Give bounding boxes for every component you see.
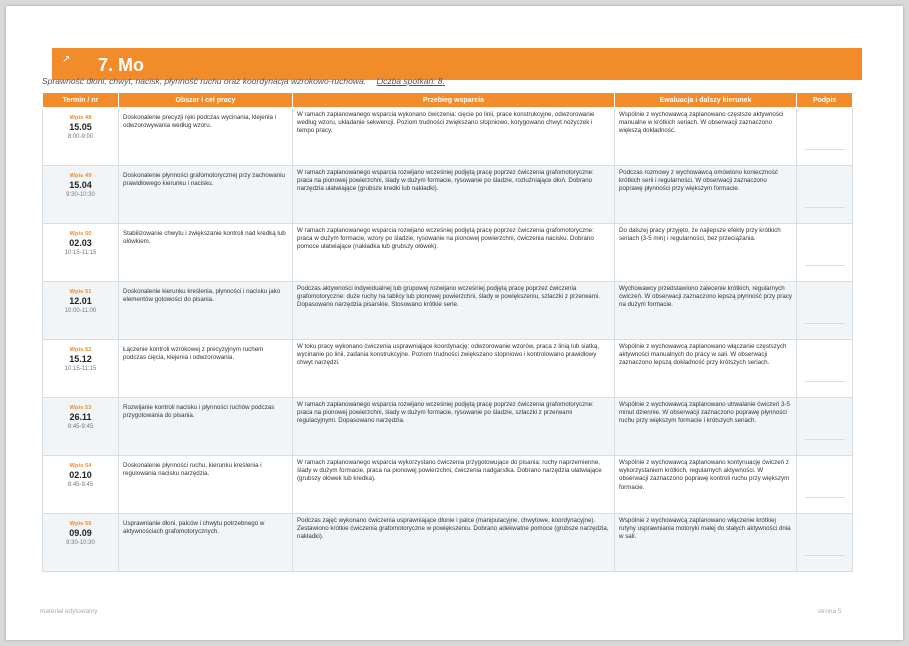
- entry-time: 9:30-10:30: [66, 540, 95, 547]
- entry-date: 09.09: [69, 528, 92, 539]
- page-number: strona 5: [818, 608, 842, 615]
- goal-cell: Doskonalenie płynności ruchu, kierunku kreślenia i regulowania nacisku narzędzia.: [119, 456, 293, 514]
- progress-cell: W ramach zaplanowanego wsparcia rozwijano wcześniej podjętą pracę poprzez ćwiczenia grafomotoryczne: praca na pionowej powierzchni, ślady w dużym formacie, rysowanie po śladzie, szlaczki z przerwami regulacyjnymi. Dopasowano narzędzia.: [293, 398, 615, 456]
- subtitle-text: Sprawność dłoni, chwyt, nacisk, płynność ruchu oraz koordynacja wzrokowo-ruchowa.: [42, 76, 367, 86]
- table-row: [43, 166, 853, 224]
- evaluation-cell: Wspólnie z wychowawcą zaplanowano kontynuację ćwiczeń z wykorzystaniem krótkich, regularnych aktywności. W obserwacji zaznaczono poprawę kontroli ruchu przy większym formacie.: [615, 456, 797, 514]
- table-row: [43, 224, 853, 282]
- page-corner-icon: ↗: [62, 54, 71, 65]
- progress-cell: W ramach zaplanowanego wsparcia wykonano ćwiczenia: cięcie po linii, prace konstrukcyjne, odwzorowanie według wzoru, układanie sekwencji. Poziom trudności zwiększano stopniowo, korygowano chwyt nożyczek i tempo pracy.: [293, 108, 615, 166]
- entry-time: 8:00-9:00: [67, 134, 94, 141]
- signature-line: [805, 265, 845, 266]
- entry-date: 12.01: [69, 296, 92, 307]
- signature-line: [805, 323, 845, 324]
- entry-date: 15.04: [69, 180, 92, 191]
- entry-time: 8:45-9:45: [67, 482, 94, 489]
- entry-date: 15.05: [69, 122, 92, 133]
- entry-date: 02.03: [69, 238, 92, 249]
- signature-cell[interactable]: [797, 514, 853, 572]
- header-signature: Podpis: [797, 93, 853, 108]
- evaluation-cell: Wspólnie z wychowawcą zaplanowano włączenie krótkiej rutyny usprawniania motoryki małej do stałych aktywności dnia w sali.: [615, 514, 797, 572]
- table-header-row: [43, 93, 853, 108]
- progress-cell: Podczas zajęć wykonano ćwiczenia usprawniające dłonie i palce (manipulacyjne, chwytowe, koordynacyjne). Zestawiono krótkie ćwiczenia grafomotoryczne w powiększeniu. Dobrano adekwatne pomoce (grubsze narzędzia, nakładki).: [293, 514, 615, 572]
- goal-cell: Usprawnianie dłoni, palców i chwytu potrzebnego w aktywnościach grafomotorycznych.: [119, 514, 293, 572]
- signature-cell[interactable]: [797, 224, 853, 282]
- progress-cell: W ramach zaplanowanego wsparcia rozwijano wcześniej podjętą pracę poprzez ćwiczenia grafomotoryczne: praca na pionowej powierzchni, ślady w dużym formacie, rysowanie po śladzie, rozluźniające dłoń. Dobrano narzędzia ułatwiające (grubsze kredki lub nakładki).: [293, 166, 615, 224]
- term-cell: [43, 224, 119, 282]
- goal-cell: Stabilizowanie chwytu i zwiększanie kontroli nad kredką lub ołówkiem.: [119, 224, 293, 282]
- entry-time: 9:30-10:30: [66, 192, 95, 199]
- entry-number: Wpis 54: [69, 463, 92, 469]
- progress-cell: Podczas aktywności indywidualnej lub grupowej rozwijano wcześniej podjętą pracę poprzez ćwiczenia grafomotoryczne: duże ruchy na tablicy lub pionowej powierzchni, ślady w powiększeniu, szlaczki z przerwami. Dopasowano narzędzia pisarskie. Stosowano krótkie serie.: [293, 282, 615, 340]
- section-subtitle: [42, 76, 862, 86]
- signature-cell[interactable]: [797, 456, 853, 514]
- entry-number: Wpis 53: [69, 405, 92, 411]
- meeting-count: Liczba spotkań: 8.: [376, 76, 445, 86]
- entry-date: 15.12: [69, 354, 92, 365]
- entry-time: 10:15-11:15: [64, 366, 97, 373]
- term-cell: [43, 398, 119, 456]
- signature-cell[interactable]: [797, 108, 853, 166]
- header-term: Termin / nr: [43, 93, 119, 108]
- signature-line: [805, 381, 845, 382]
- table-row: [43, 514, 853, 572]
- goal-cell: Rozwijanie kontroli nacisku i płynności ruchów podczas przygotowania do pisania.: [119, 398, 293, 456]
- entry-number: Wpis 52: [69, 347, 92, 353]
- signature-cell[interactable]: [797, 340, 853, 398]
- goal-cell: Doskonalenie kierunku kreślenia, płynności i nacisku jako elementów gotowości do pisania.: [119, 282, 293, 340]
- footer-note: materiał edytowalny: [40, 608, 98, 615]
- term-cell: [43, 340, 119, 398]
- term-cell: [43, 166, 119, 224]
- entry-number: Wpis 51: [69, 289, 92, 295]
- evaluation-cell: Wychowawcy przedstawiono zalecenie krótkich, regularnych ćwiczeń. W obserwacji zaznaczono lepszą płynność przy pracy na dużym formacie.: [615, 282, 797, 340]
- term-cell: [43, 514, 119, 572]
- term-cell: [43, 456, 119, 514]
- signature-line: [805, 497, 845, 498]
- entry-number: Wpis 50: [69, 231, 92, 237]
- entry-date: 02.10: [69, 470, 92, 481]
- goal-cell: Doskonalenie precyzji ręki podczas wycinania, klejenia i odwzorowywania według wzoru.: [119, 108, 293, 166]
- table-row: [43, 108, 853, 166]
- table-row: [43, 456, 853, 514]
- entry-time: 8:45-9:45: [67, 424, 94, 431]
- term-cell: [43, 108, 119, 166]
- goal-cell: Doskonalenie płynności grafomotorycznej przy zachowaniu prawidłowego kierunku i nacisku.: [119, 166, 293, 224]
- support-log-table: [42, 92, 853, 572]
- progress-cell: W ramach zaplanowanego wsparcia rozwijano wcześniej podjętą pracę poprzez ćwiczenia grafomotoryczne: praca w dużym formacie, wzory po śladzie, rysowanie na pionowej powierzchni, ćwiczenia nacisku. Dobrano pomoce ułatwiające (nakładka lub grubszy ołówek).: [293, 224, 615, 282]
- evaluation-cell: Wspólnie z wychowawcą zaplanowano częstsze aktywności manualne w krótkich seriach. W obserwacji zaznaczono większą dokładność.: [615, 108, 797, 166]
- entry-time: 10:15-11:15: [64, 250, 97, 257]
- signature-line: [805, 555, 845, 556]
- header-goal: Obszar i cel pracy: [119, 93, 293, 108]
- evaluation-cell: Wspólnie z wychowawcą zaplanowano utrwalanie ćwiczeń 3-5 minut dziennie. W obserwacji zaznaczono poprawę płynności ruchu przy większym formacie i krótszych seriach.: [615, 398, 797, 456]
- evaluation-cell: Podczas rozmowy z wychowawcą omówiono konieczność krótkich serii i regularności. W obserwacji zaznaczono poprawę płynności przy większym formacie.: [615, 166, 797, 224]
- entry-number: Wpis 48: [69, 115, 92, 121]
- goal-cell: Łączenie kontroli wzrokowej z precyzyjnym ruchem podczas cięcia, klejenia i odwzorowania.: [119, 340, 293, 398]
- progress-cell: W ramach zaplanowanego wsparcia wykorzystano ćwiczenia przygotowujące do pisania: ruchy naprzemienne, ślady w dużym formacie, praca na pionowej powierzchni, ćwiczenia nadgarstka. Dobrano narzędzia ułatwiające (grubszy ołówek lub kredka).: [293, 456, 615, 514]
- entry-time: 10:00-11:00: [64, 308, 97, 315]
- signature-line: [805, 149, 845, 150]
- signature-cell[interactable]: [797, 166, 853, 224]
- signature-line: [805, 439, 845, 440]
- evaluation-cell: Do dalszej pracy przyjęto, że najlepsze efekty przy krótkich seriach (3-5 min) i regularności, bez przeciążania.: [615, 224, 797, 282]
- evaluation-cell: Wspólnie z wychowawcą zaplanowano włączanie częstszych aktywności manualnych do pracy w sali. W obserwacji zaznaczono lepszą dokładność przy krótszych seriach.: [615, 340, 797, 398]
- section-title: 7. Mo: [98, 55, 145, 75]
- signature-cell[interactable]: [797, 282, 853, 340]
- table-row: [43, 282, 853, 340]
- header-progress: Przebieg wsparcia: [293, 93, 615, 108]
- signature-line: [805, 207, 845, 208]
- table-row: [43, 398, 853, 456]
- header-evaluation: Ewaluacja i dalszy kierunek: [615, 93, 797, 108]
- entry-date: 26.11: [69, 412, 92, 423]
- signature-cell[interactable]: [797, 398, 853, 456]
- entry-number: Wpis 49: [69, 173, 92, 179]
- term-cell: [43, 282, 119, 340]
- support-log-table-container: [42, 92, 852, 572]
- table-row: [43, 340, 853, 398]
- progress-cell: W toku pracy wykonano ćwiczenia usprawniające koordynację: odwzorowanie wzorów, praca z linią lub siatką, wycinanie po linii, zadania konstrukcyjne. Poziom trudności zwiększano stopniowo i kontrolowano prawidłowy chwyt narzędzi.: [293, 340, 615, 398]
- entry-number: Wpis 55: [69, 521, 92, 527]
